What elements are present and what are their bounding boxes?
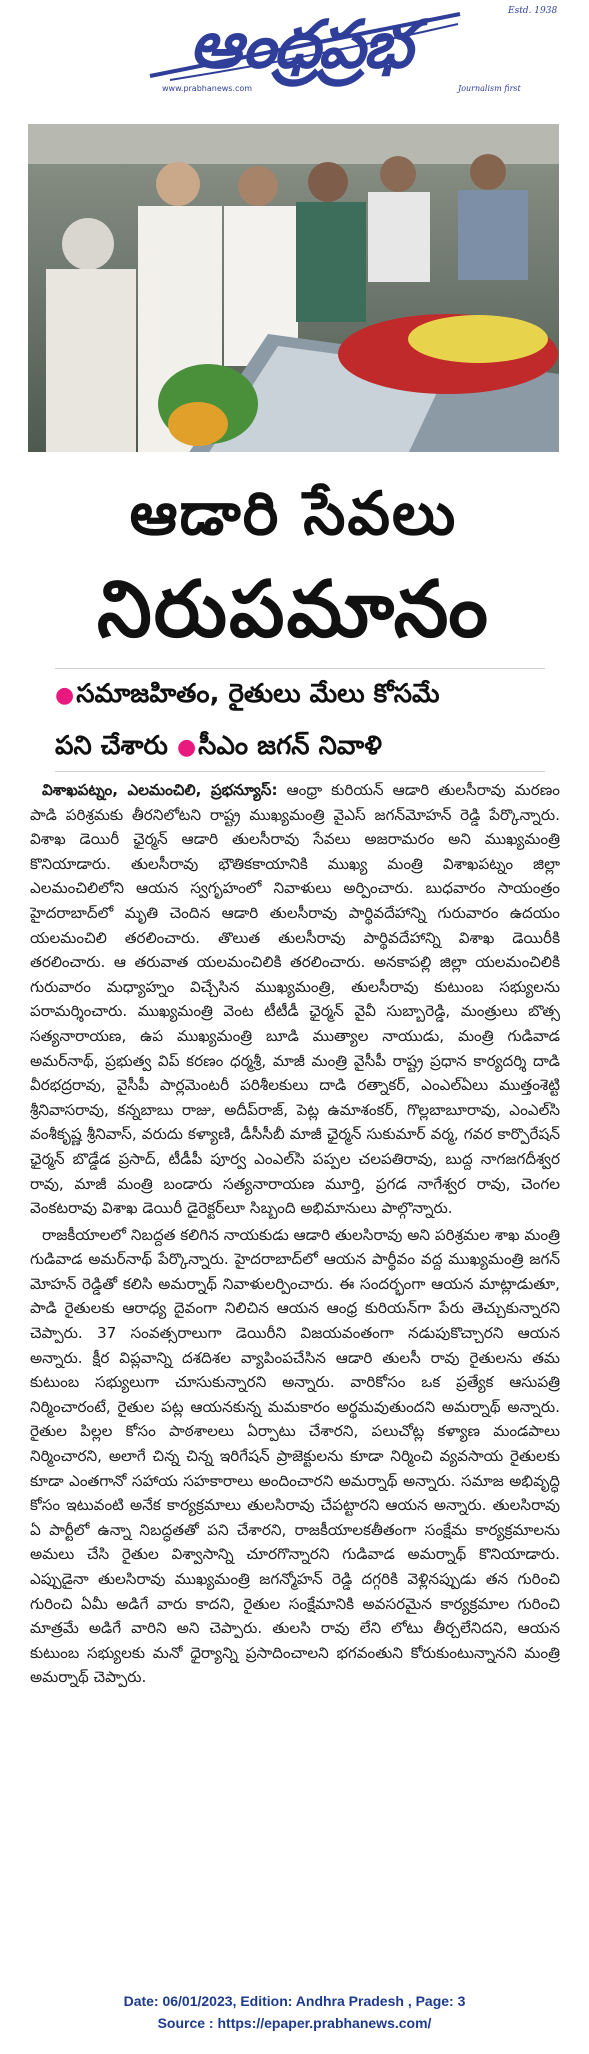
masthead	[0, 0, 589, 105]
headline-line-1: ఆడారి సేవలు	[129, 479, 458, 549]
bullet-icon: ●	[55, 683, 75, 708]
subhead-line-1	[55, 669, 545, 721]
subhead-text-1: సమాజహితం, రైతులు మేలు కోసమే	[76, 679, 440, 709]
logo: ఆంధ్రప్రభ	[189, 5, 411, 83]
site-url: www.prabhanews.com	[162, 84, 253, 93]
tagline: Journalism first	[458, 84, 521, 93]
paragraph-1-text: ఆంధ్రా కురియన్ ఆడారి తులసీరావు మరణం పాడి పరిశ్రమకు తీరనిలోటని రాష్ట్ర ముఖ్యమంత్రి వైఎస్ జగన్‌మోహన్ రెడ్డి పేర్కొన్నారు. విశాఖ డెయిరీ ఛైర్మన్ ఆడారి తులసీరావు సేవలు అజరామరం అని ముఖ్యమంత్రి కొనియాడారు. తులసీరావు భౌతికకాయానికి ముఖ్య మంత్రి విశాఖపట్నం జిల్లా ఎలమంచిలిలోని ఆయన స్వగృహంలో నివాళులు అర్పించారు. బుధవారం సాయంత్రం హైదరాబాద్‌లో మృతి చెందిన ఆడారి తులసీరావు పార్థివదేహాన్ని గురువారం ఉదయం యలమంచిలి తరలించారు. తొలుత తులసీరావు పార్థివదేహాన్ని విశాఖ డెయిరీకి తరలించారు. ఆ తరువాత యలమంచిలికి తరలించారు. అనకాపల్లి జిల్లా యలమంచిలికి గురువారం మధ్యాహ్నం విచ్చేసిన ముఖ్యమంత్రి, తులసీరావు కుటుంబ సభ్యులను పరామర్శించారు. ముఖ్యమంత్రి వెంట టీటీడీ ఛైర్మన్ వైవీ సుబ్బారెడ్డి, మంత్రులు బొత్స సత్యనారాయణ, ఉప ముఖ్యమంత్రి బూడి ముత్యాల నాయుడు, మంత్రి గుడివాడ అమర్‌నాథ్, ప్రభుత్వ విప్ కరణం ధర్మశ్రీ, మాజీ మంత్రి వైసీపీ రాష్ట్ర ప్రధాన కార్యదర్శి దాడి వీరభద్రరావు, వైసీపీ పార్లమెంటరీ పరిశీలకులు దాడి రత్నాకర్, ఎంఎల్‌ఏలు ముత్తంశెట్టి శ్రీనివాసరావు, కన్నబాబు రాజు, అదీప్‌రాజ్, పెట్ల ఉమాశంకర్, గొల్లబాబూరావు, ఎంఎల్‌సి వంశీకృష్ణ శ్రీనివాస్, వరుదు కళ్యాణి, డీసీసీబీ మాజీ ఛైర్మన్ సుకుమార్ వర్మ, గవర కార్పొరేషన్ ఛైర్మన్ బొడ్డేడ ప్రసాద్, టీడీపీ పూర్వ ఎంఎల్‌సి పప్పల చలపతిరావు, బుద్ద నాగజగదీశ్వర రావు, మాజీ మంత్రి బండారు సత్యనారాయణ మూర్తి, ప్రగడ నాగేశ్వర రావు, చెంగల వెంకటరావు విశాఖ డెయిరీ డైరెక్టర్‌లూ సిబ్బంది అభిమానులు పాల్గొన్నారు.	[30, 781, 560, 1218]
subhead-text-2a: పని చేశారు	[55, 731, 168, 761]
subheadline	[55, 668, 545, 772]
footer	[0, 1990, 589, 2034]
article-paragraph-1	[30, 778, 560, 1221]
headline-line-2: నిరుపమానం	[97, 565, 490, 655]
article-body	[30, 778, 560, 1918]
subhead-text-2b: సీఎం జగన్ నివాళి	[198, 731, 382, 761]
source-line: Source : https://epaper.prabhanews.com/	[157, 2015, 432, 2031]
article-paragraph-2: రాజకీయాలలో నిబద్దత కలిగిన నాయకుడు ఆడారి తులసిరావు అని పరిశ్రమల శాఖ మంత్రి గుడివాడ అమర్‌నాథ్ పేర్కొన్నారు. హైదరాబాద్‌లో ఆయన పార్థీవం వద్ద ముఖ్యమంత్రి జగన్ మోహన్ రెడ్డితో కలిసి అమర్నాథ్ నివాళులర్పించారు. ఈ సందర్భంగా ఆయన మాట్లాడుతూ, పాడి రైతులకు ఆరాధ్య దైవంగా నిలిచిన ఆయన ఆంధ్ర కురియన్‌గా పేరు తెచ్చుకున్నారని చెప్పారు. 37 సంవత్సరాలుగా డెయిరీని విజయవంతంగా నడుపుకొచ్చారని ఆయన అన్నారు. క్షీర విప్లవాన్ని దశదిశల వ్యాపింపచేసిన ఆడారి తులసీ రావు రైతులను తమ కుటుంబ సభ్యులుగా చూసుకున్నారని అన్నారు. వారికోసం ఒక ప్రత్యేక ఆసుపత్రి నిర్మించారంటే, రైతుల పట్ల ఆయనకున్న మమకారం అర్థమవుతుందని అమర్నాథ్ అన్నారు. రైతుల పిల్లల కోసం పాఠశాలలు ఏర్పాటు చేశారని, పలుచోట్ల కళ్యాణ మండపాలు నిర్మించారని, అలాగే చిన్న చిన్న ఇరిగేషన్ ప్రాజెక్టులను కూడా నిర్మించి వ్యవసాయ రైతులకు కూడా ఎంతగానో సహాయ సహకారాలు అందించారని అమర్నాథ్ అన్నారు. సమాజ అభివృద్ధి కోసం ఇటువంటి అనేక కార్యక్రమాలు తులసిరావు చేపట్టారని ఆయన అన్నారు. తులసిరావు ఏ పార్టీలో ఉన్నా నిబద్ధతతో పని చేశారని, రాజకీయాలకతీతంగా సంక్షేమ కార్యక్రమాలను అమలు చేసి రైతుల విశ్వాసాన్ని చూరగొన్నారని గుడివాడ అమర్నాథ్ కొనియాడారు. ఎప్పుడైనా తులసిరావు ముఖ్యమంత్రి జగన్మోహన్ రెడ్డి దగ్గరికి వెళ్లినప్పుడు తన గురించి గురించి ఏమీ అడిగే వారు కాదని, రైతుల సంక్షేమానికి అవసరమైన కార్యక్రమాల గురించి మాత్రమే అడిగే వారిని అని చెప్పారు. తులసి రావు లేని లోటు తీర్చలేనిదని, ఆయన కుటుంబ సభ్యులకు మనో ధైర్యాన్ని ప్రసాదించాలని భగవంతుని కోరుకుంటున్నానని మంత్రి అమర్నాథ్ చెప్పారు.	[30, 1225, 560, 1687]
edition-line: Date: 06/01/2023, Edition: Andhra Pradesh , Page: 3	[123, 1993, 466, 2009]
bullet-icon: ●	[176, 735, 197, 760]
estd-label: Estd. 1938	[508, 6, 558, 16]
subhead-line-2	[55, 721, 545, 773]
dateline: విశాఖపట్నం, ఎలమంచిలి, ప్రభన్యూస్:	[42, 781, 278, 799]
article-photo	[28, 124, 559, 452]
